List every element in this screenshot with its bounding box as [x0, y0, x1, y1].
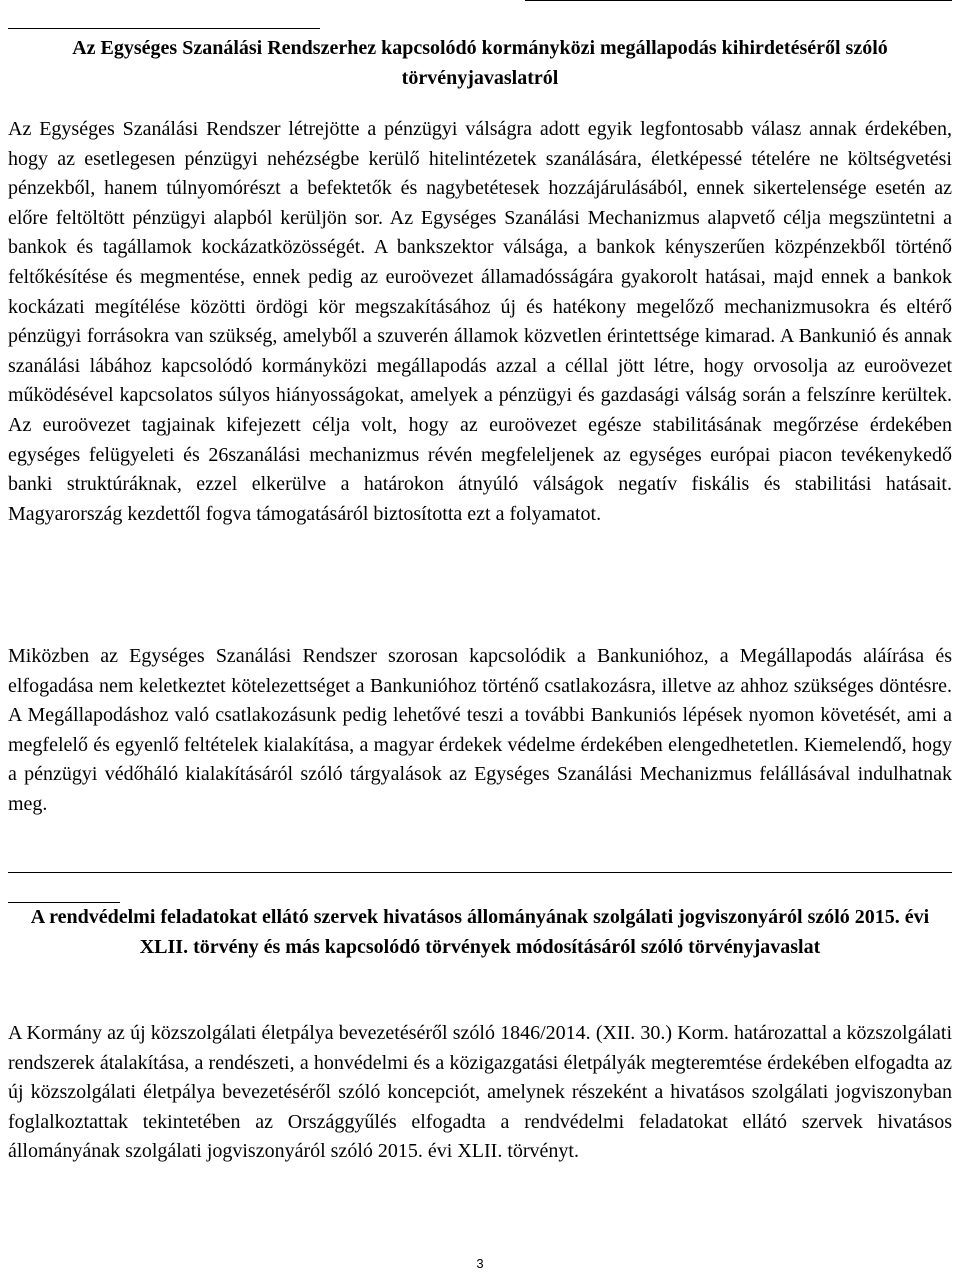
section-separator-rule [8, 872, 952, 873]
section2-paragraph-1: A Kormány az új közszolgálati életpálya bevezetéséről szóló 1846/2014. (XII. 30.) Korm. határozattal a közszolgálati rendszerek átalakítása, a rendészeti, a honvédelmi és a közigazgatási életpályák megteremtése érdekében elfogadta az új közszolgálati életpálya bevezetéséről szóló koncepciót, amelynek részeként a hivatásos szolgálati jogviszonyban foglalkoztattak tekintetében az Országgyűlés elfogadta a rendvédelmi feladatokat ellátó szervek hivatásos állományának szolgálati jogviszonyáról szóló 2015. évi XLII. törvényt. [8, 1022, 952, 1163]
top-right-rule [525, 0, 952, 1]
section1-paragraph-1: Az Egységes Szanálási Rendszer létrejötte a pénzügyi válságra adott egyik legfontosabb válasz annak érdekében, hogy az esetlegesen pénzügyi nehézségbe kerülő hitelintézetek szanálására, életképessé tételére ne költségvetési pénzekből, hanem túlnyomórészt a befektetők és nagybetétesek hozzájárulásából, ennek sikertelensége esetén az előre feltöltött pénzügyi alapból kerüljön sor. Az Egységes Szanálási Mechanizmus alapvető célja megszüntetni a bankok és tagállamok kockázatközösségét. A bankszektor válsága, a bankok kényszerűen közpénzekből történő feltőkésítése és megmentése, ennek pedig az euroövezet államadósságára gyakorolt hatásai, majd ennek a bankok kockázati megítélése közötti ördögi kör megszakításához új és hatékony megelőző mechanizmusokra és eltérő pénzügyi forrásokra van szükség, amelyből a szuverén államok közvetlen érintettsége kimarad. A Bankunió és annak szanálási lábához kapcsolódó kormányközi megállapodás azzal a céllal jött létre, hogy orvosolja az euroövezet működésével kapcsolatos súlyos hiányosságokat, amelyek a pénzügyi és gazdasági válság során a felszínre kerültek. Az euroövezet tagjainak kifejezett célja volt, hogy az euroövezet egésze stabilitásának megőrzése érdekében egységes felügyeleti és 26szanálási mechanizmus révén megfeleljenek az egységes európai piacon tevékenykedő banki struktúráknak, ezzel elkerülve a határokon átnyúló válságok negatív fiskális és stabilitási hatásait. Magyarország kezdettől fogva támogatásáról biztosította ezt a folyamatot. [8, 118, 952, 525]
section1-paragraph-2: Miközben az Egységes Szanálási Rendszer szorosan kapcsolódik a Bankunióhoz, a Megállapodás aláírása és elfogadása nem keletkeztet kötelezettséget a Bankunióhoz történő csatlakozásra, illetve az ahhoz szükséges döntésre. A Megállapodáshoz való csatlakozásunk pedig lehetővé teszi a további Bankuniós lépések nyomon követését, ami a megfelelő és egyenlő feltételek kialakítása, a magyar érdekek védelme érdekében elengedhetetlen. Kiemelendő, hogy a pénzügyi védőháló kialakításáról szóló tárgyalások az Egységes Szanálási Mechanizmus felállásával indulhatnak meg. [8, 645, 952, 815]
section2-title: A rendvédelmi feladatokat ellátó szervek hivatásos állományának szolgálati jogviszonyáról szóló 2015. évi XLII. törvény és más kapcsolódó törvények módosításáról szóló törvényjavaslat [30, 906, 930, 958]
section1-title: Az Egységes Szanálási Rendszerhez kapcsolódó kormányközi megállapodás kihirdetéséről szóló törvényjavaslatról [72, 37, 888, 89]
page-number: 3 [476, 1256, 484, 1271]
top-left-rule [8, 28, 320, 29]
